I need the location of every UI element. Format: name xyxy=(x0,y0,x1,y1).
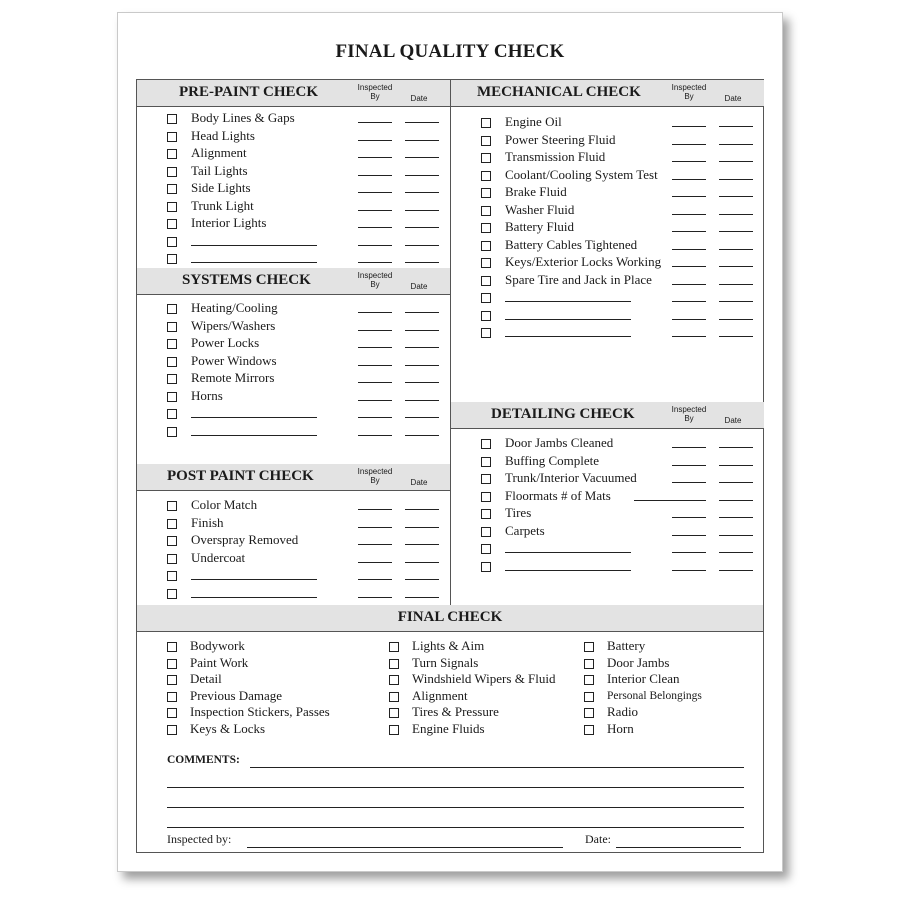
item-label-personal-belongings: Personal Belongings xyxy=(607,689,702,702)
checkbox[interactable] xyxy=(167,409,177,419)
item-label-turn-signals: Turn Signals xyxy=(412,654,479,670)
inspected-by-line[interactable] xyxy=(358,175,392,176)
blank-checklist-row xyxy=(137,250,450,267)
date-line[interactable] xyxy=(405,192,439,193)
item-label-overspray-removed: Overspray Removed xyxy=(191,532,299,547)
date-line[interactable] xyxy=(405,157,439,158)
post-paint-section xyxy=(137,464,450,605)
item-label-tail-lights: Tail Lights xyxy=(191,162,248,178)
date-line[interactable] xyxy=(405,347,439,348)
item-label-power-steering-fluid: Power Steering Fluid xyxy=(505,131,616,147)
date-line[interactable] xyxy=(719,447,753,448)
comments-line[interactable] xyxy=(250,767,744,768)
date-heading: Date xyxy=(410,478,428,487)
item-label-alignment: Alignment xyxy=(191,145,247,160)
checkbox[interactable] xyxy=(167,692,177,702)
date-line[interactable] xyxy=(405,509,439,510)
checkbox[interactable] xyxy=(167,184,177,194)
item-label-side-lights: Side Lights xyxy=(191,180,251,195)
checkbox[interactable] xyxy=(481,276,491,286)
inspected-by-line[interactable] xyxy=(672,179,706,180)
checkbox[interactable] xyxy=(481,258,491,268)
date-line[interactable] xyxy=(405,562,439,563)
write-in-line[interactable] xyxy=(505,552,631,553)
write-in-line[interactable] xyxy=(191,579,317,580)
checklist-row xyxy=(451,254,764,271)
inspected-by-line[interactable] xyxy=(358,140,392,141)
write-in-line[interactable] xyxy=(191,245,317,246)
inspected-by-line[interactable] xyxy=(672,552,706,553)
checkbox[interactable] xyxy=(167,149,177,159)
checklist-row xyxy=(137,388,450,405)
post-paint-header xyxy=(137,464,450,491)
inspected-by-line[interactable] xyxy=(358,347,392,348)
checkbox[interactable] xyxy=(481,171,491,181)
checklist-row xyxy=(451,114,764,131)
item-label-color-match: Color Match xyxy=(191,497,258,512)
item-label-finish: Finish xyxy=(191,514,224,530)
inspected-by-line[interactable] xyxy=(672,570,706,571)
checkbox[interactable] xyxy=(167,254,177,264)
checkbox[interactable] xyxy=(481,241,491,251)
checklist-sheet xyxy=(117,12,783,872)
item-label-transmission-fluid: Transmission Fluid xyxy=(505,149,606,164)
pre-paint-section xyxy=(137,80,450,268)
checklist-row xyxy=(451,488,764,505)
checklist-row xyxy=(137,550,450,567)
checklist-row xyxy=(451,435,764,452)
write-in-line[interactable] xyxy=(505,301,631,302)
document-title: FINAL QUALITY CHECK xyxy=(335,41,565,62)
checkbox[interactable] xyxy=(481,457,491,467)
checklist-row xyxy=(137,300,450,317)
inspected-by-line[interactable] xyxy=(358,417,392,418)
post-paint-title: POST PAINT CHECK xyxy=(167,468,314,484)
inspected-by-line[interactable] xyxy=(358,365,392,366)
inspected-by-line[interactable] xyxy=(358,245,392,246)
date-line[interactable] xyxy=(405,227,439,228)
inspected-by-line[interactable] xyxy=(358,382,392,383)
item-label-brake-fluid: Brake Fluid xyxy=(505,184,567,199)
item-label-wipers-washers: Wipers/Washers xyxy=(191,317,276,333)
item-label-battery-cables-tightened: Battery Cables Tightened xyxy=(505,236,638,252)
blank-checklist-row xyxy=(451,289,764,306)
inspected-by-line[interactable] xyxy=(358,192,392,193)
checkbox[interactable] xyxy=(167,554,177,564)
item-label-washer-fluid: Washer Fluid xyxy=(505,201,575,217)
inspected-by-line[interactable] xyxy=(672,196,706,197)
inspected-by-line[interactable] xyxy=(672,319,706,320)
checkbox[interactable] xyxy=(167,536,177,546)
item-label-horns: Horns xyxy=(191,387,223,403)
inspected-by-line[interactable] xyxy=(672,336,706,337)
inspected-by-line[interactable] xyxy=(358,210,392,211)
inspected-by-line[interactable] xyxy=(358,509,392,510)
checklist-row xyxy=(137,318,450,335)
checklist-row xyxy=(451,470,764,487)
mechanical-title: MECHANICAL CHECK xyxy=(477,84,641,100)
date-line[interactable] xyxy=(405,435,439,436)
checkbox[interactable] xyxy=(167,725,177,735)
item-label-body-lines-gaps: Body Lines & Gaps xyxy=(191,110,295,125)
inspected-by-line[interactable] xyxy=(358,157,392,158)
item-label-battery: Battery xyxy=(607,638,646,653)
inspected-by-line[interactable] xyxy=(672,126,706,127)
inspected-by-heading: Inspected By xyxy=(671,83,707,101)
date-line[interactable] xyxy=(719,266,753,267)
checkbox[interactable] xyxy=(167,237,177,247)
date-line[interactable] xyxy=(719,336,753,337)
checkbox[interactable] xyxy=(584,659,594,669)
item-label-paint-work: Paint Work xyxy=(190,654,249,670)
write-in-line[interactable] xyxy=(191,597,317,598)
date-label: Date: xyxy=(585,832,611,846)
checklist-row xyxy=(451,149,764,166)
detailing-title: DETAILING CHECK xyxy=(491,406,635,422)
checkbox[interactable] xyxy=(167,219,177,229)
inspected-by-line[interactable] xyxy=(358,262,392,263)
item-label-keys-locks: Keys & Locks xyxy=(190,720,266,736)
item-label-horn: Horn xyxy=(607,720,634,736)
blank-checklist-row xyxy=(451,540,764,557)
systems-section xyxy=(137,268,450,464)
comments-line[interactable] xyxy=(167,807,744,808)
detailing-section xyxy=(451,402,764,605)
checkbox[interactable] xyxy=(584,692,594,702)
checkbox[interactable] xyxy=(481,474,491,484)
checkbox[interactable] xyxy=(167,202,177,212)
checklist-row xyxy=(137,128,450,145)
checklist-row xyxy=(137,163,450,180)
pre-paint-title: PRE-PAINT CHECK xyxy=(179,84,319,100)
date-line[interactable] xyxy=(405,175,439,176)
inspected-by-line[interactable] xyxy=(358,400,392,401)
inspected-by-line[interactable] xyxy=(358,330,392,331)
systems-title: SYSTEMS CHECK xyxy=(182,272,311,288)
inspected-by-line[interactable] xyxy=(672,517,706,518)
date-line[interactable] xyxy=(719,500,753,501)
checklist-row xyxy=(451,272,764,289)
checklist-row xyxy=(137,370,450,387)
checkbox[interactable] xyxy=(481,562,491,572)
date-line[interactable] xyxy=(719,570,753,571)
date-line[interactable] xyxy=(405,262,439,263)
date-line[interactable] xyxy=(405,365,439,366)
checkbox[interactable] xyxy=(481,223,491,233)
write-in-line[interactable] xyxy=(191,435,317,436)
item-label-power-windows: Power Windows xyxy=(191,352,277,368)
checkbox[interactable] xyxy=(167,357,177,367)
date-line[interactable] xyxy=(719,284,753,285)
checkbox[interactable] xyxy=(167,642,177,652)
write-in-line[interactable] xyxy=(191,417,317,418)
date-line[interactable] xyxy=(719,517,753,518)
checkbox[interactable] xyxy=(167,167,177,177)
inspected-by-line[interactable] xyxy=(672,284,706,285)
comments-label: COMMENTS: xyxy=(167,754,240,766)
checkbox[interactable] xyxy=(389,642,399,652)
item-label-heating-cooling: Heating/Cooling xyxy=(191,300,278,315)
item-label-door-jambs-cleaned: Door Jambs Cleaned xyxy=(505,435,614,450)
item-label-carpets: Carpets xyxy=(505,522,545,538)
checkbox[interactable] xyxy=(481,153,491,163)
item-label-engine-oil: Engine Oil xyxy=(505,114,562,129)
checklist-row xyxy=(451,202,764,219)
checkbox[interactable] xyxy=(584,675,594,685)
item-label-bodywork: Bodywork xyxy=(190,638,245,653)
date-line[interactable] xyxy=(405,400,439,401)
checkbox[interactable] xyxy=(481,439,491,449)
inspected-by-line[interactable] xyxy=(358,527,392,528)
item-label-buffing-complete: Buffing Complete xyxy=(505,452,600,468)
date-line[interactable] xyxy=(719,196,753,197)
comments-line[interactable] xyxy=(167,827,744,828)
date-line[interactable] xyxy=(719,319,753,320)
checkbox[interactable] xyxy=(167,304,177,314)
write-in-line[interactable] xyxy=(505,570,631,571)
checkbox[interactable] xyxy=(167,571,177,581)
date-heading: Date xyxy=(724,94,742,103)
final-check-header xyxy=(137,605,763,632)
item-label-floormats-of-mats: Floormats # of Mats xyxy=(505,487,611,503)
item-label-coolant-cooling-system-test: Coolant/Cooling System Test xyxy=(505,166,658,182)
date-line[interactable] xyxy=(405,210,439,211)
item-label-radio: Radio xyxy=(607,704,639,719)
blank-checklist-row xyxy=(137,423,450,440)
inspected-by-line[interactable] xyxy=(672,535,706,536)
date-line[interactable] xyxy=(719,482,753,483)
date-line[interactable] xyxy=(405,122,439,123)
inspected-by-line[interactable] xyxy=(672,214,706,215)
checkbox[interactable] xyxy=(167,427,177,437)
checklist-row xyxy=(137,353,450,370)
checklist-row xyxy=(137,110,450,127)
inspected-by-line[interactable] xyxy=(358,544,392,545)
date-line[interactable] xyxy=(719,179,753,180)
checklist-row xyxy=(137,515,450,532)
date-line[interactable] xyxy=(719,249,753,250)
checkbox[interactable] xyxy=(389,692,399,702)
checklist-row xyxy=(451,167,764,184)
checklist-row xyxy=(137,198,450,215)
item-label-lights-aim: Lights & Aim xyxy=(412,638,485,653)
item-label-tires-pressure: Tires & Pressure xyxy=(412,704,499,719)
inspected-by-line[interactable] xyxy=(672,301,706,302)
date-line[interactable] xyxy=(405,312,439,313)
checkbox[interactable] xyxy=(481,206,491,216)
checkbox[interactable] xyxy=(167,339,177,349)
inspected-by-line[interactable] xyxy=(358,562,392,563)
checklist-row xyxy=(451,505,764,522)
mats-count-line[interactable] xyxy=(634,500,672,501)
date-line[interactable] xyxy=(405,417,439,418)
mechanical-header xyxy=(451,80,764,107)
checklist-row xyxy=(137,145,450,162)
item-label-alignment: Alignment xyxy=(412,687,468,703)
date-line[interactable] xyxy=(405,544,439,545)
blank-checklist-row xyxy=(137,233,450,250)
item-label-interior-clean: Interior Clean xyxy=(607,671,680,686)
date-line[interactable] xyxy=(405,579,439,580)
pre-paint-header xyxy=(137,80,450,107)
comments-line[interactable] xyxy=(167,787,744,788)
inspected-by-line[interactable] xyxy=(358,579,392,580)
checkbox[interactable] xyxy=(389,725,399,735)
checkbox[interactable] xyxy=(167,374,177,384)
date-heading: Date xyxy=(724,416,742,425)
checkbox[interactable] xyxy=(167,392,177,402)
blank-checklist-row xyxy=(451,307,764,324)
date-line[interactable] xyxy=(719,465,753,466)
item-label-power-locks: Power Locks xyxy=(191,335,260,350)
checkbox[interactable] xyxy=(167,501,177,511)
checklist-row xyxy=(451,219,764,236)
checkbox[interactable] xyxy=(481,188,491,198)
checkbox[interactable] xyxy=(167,659,177,669)
inspected-by-line[interactable] xyxy=(672,482,706,483)
date-line[interactable] xyxy=(719,535,753,536)
date-line[interactable] xyxy=(719,552,753,553)
checkbox[interactable] xyxy=(584,725,594,735)
checkbox[interactable] xyxy=(167,708,177,718)
date-line[interactable] xyxy=(405,597,439,598)
final-check-title: FINAL CHECK xyxy=(397,609,503,625)
checkbox[interactable] xyxy=(167,675,177,685)
checkbox[interactable] xyxy=(481,492,491,502)
inspected-by-heading: Inspected By xyxy=(357,271,393,289)
date-line[interactable] xyxy=(405,245,439,246)
checkbox[interactable] xyxy=(389,708,399,718)
checkbox[interactable] xyxy=(481,328,491,338)
inspected-by-line[interactable] xyxy=(672,447,706,448)
final-check-section xyxy=(137,605,763,852)
item-label-door-jambs: Door Jambs xyxy=(607,654,670,670)
blank-checklist-row xyxy=(137,567,450,584)
inspected-by-line[interactable] xyxy=(247,847,563,848)
item-label-keys-exterior-locks-working: Keys/Exterior Locks Working xyxy=(505,254,662,269)
item-label-windshield-wipers-fluid: Windshield Wipers & Fluid xyxy=(412,671,556,686)
blank-checklist-row xyxy=(451,558,764,575)
date-line[interactable] xyxy=(719,126,753,127)
checkbox[interactable] xyxy=(481,118,491,128)
checklist-row xyxy=(451,237,764,254)
inspected-by-line[interactable] xyxy=(358,122,392,123)
checkbox[interactable] xyxy=(584,708,594,718)
checkbox[interactable] xyxy=(167,132,177,142)
write-in-line[interactable] xyxy=(505,336,631,337)
inspected-by-line[interactable] xyxy=(672,231,706,232)
item-label-tires: Tires xyxy=(505,505,532,520)
checkbox[interactable] xyxy=(481,544,491,554)
checklist-row xyxy=(451,184,764,201)
checklist-row xyxy=(451,453,764,470)
detailing-header xyxy=(451,402,764,429)
inspected-by-line[interactable] xyxy=(358,597,392,598)
inspected-by-line[interactable] xyxy=(672,465,706,466)
item-label-engine-fluids: Engine Fluids xyxy=(412,720,485,736)
checkbox[interactable] xyxy=(584,642,594,652)
checklist-row xyxy=(137,180,450,197)
item-label-trunk-interior-vacuumed: Trunk/Interior Vacuumed xyxy=(505,470,637,485)
inspected-by-heading: Inspected By xyxy=(357,83,393,101)
inspected-by-line[interactable] xyxy=(672,161,706,162)
inspected-by-line[interactable] xyxy=(358,435,392,436)
date-line[interactable] xyxy=(719,231,753,232)
inspected-by-label: Inspected by: xyxy=(167,832,232,846)
date-line[interactable] xyxy=(719,301,753,302)
mechanical-section xyxy=(451,80,764,402)
checkbox[interactable] xyxy=(481,293,491,303)
item-label-undercoat: Undercoat xyxy=(191,549,246,565)
date-line[interactable] xyxy=(719,161,753,162)
inspected-by-line[interactable] xyxy=(672,144,706,145)
checklist-row xyxy=(451,523,764,540)
date-line[interactable] xyxy=(405,382,439,383)
date-line[interactable] xyxy=(405,330,439,331)
item-label-head-lights: Head Lights xyxy=(191,127,255,143)
checklist-frame xyxy=(136,79,764,853)
systems-header xyxy=(137,268,450,295)
checkbox[interactable] xyxy=(167,589,177,599)
item-label-inspection-stickers-passes: Inspection Stickers, Passes xyxy=(190,704,330,719)
checkbox[interactable] xyxy=(481,509,491,519)
blank-checklist-row xyxy=(451,324,764,341)
item-label-spare-tire-and-jack-in-place: Spare Tire and Jack in Place xyxy=(505,271,652,287)
write-in-line[interactable] xyxy=(191,262,317,263)
inspected-by-line[interactable] xyxy=(672,249,706,250)
inspected-by-line[interactable] xyxy=(672,500,706,501)
write-in-line[interactable] xyxy=(505,319,631,320)
blank-checklist-row xyxy=(137,405,450,422)
inspected-by-line[interactable] xyxy=(358,312,392,313)
inspected-by-line[interactable] xyxy=(358,227,392,228)
date-heading: Date xyxy=(410,94,428,103)
inspected-by-line[interactable] xyxy=(672,266,706,267)
checklist-row xyxy=(137,497,450,514)
checklist-row xyxy=(137,335,450,352)
date-line[interactable] xyxy=(719,144,753,145)
checklist-row xyxy=(137,215,450,232)
checklist-row xyxy=(137,532,450,549)
item-label-detail: Detail xyxy=(190,671,222,686)
checkbox[interactable] xyxy=(167,322,177,332)
checkbox[interactable] xyxy=(481,136,491,146)
checkbox[interactable] xyxy=(389,659,399,669)
checkbox[interactable] xyxy=(481,527,491,537)
item-label-battery-fluid: Battery Fluid xyxy=(505,219,574,234)
item-label-trunk-light: Trunk Light xyxy=(191,197,254,213)
blank-checklist-row xyxy=(137,585,450,602)
inspected-by-heading: Inspected By xyxy=(357,467,393,485)
checkbox[interactable] xyxy=(389,675,399,685)
checkbox[interactable] xyxy=(167,519,177,529)
checkbox[interactable] xyxy=(481,311,491,321)
item-label-previous-damage: Previous Damage xyxy=(190,687,283,703)
checkbox[interactable] xyxy=(167,114,177,124)
date-line[interactable] xyxy=(405,140,439,141)
item-label-remote-mirrors: Remote Mirrors xyxy=(191,370,275,385)
item-label-interior-lights: Interior Lights xyxy=(191,215,267,230)
date-heading: Date xyxy=(410,282,428,291)
date-line[interactable] xyxy=(616,847,741,848)
inspected-by-heading: Inspected By xyxy=(671,405,707,423)
checklist-row xyxy=(451,132,764,149)
date-line[interactable] xyxy=(405,527,439,528)
date-line[interactable] xyxy=(719,214,753,215)
